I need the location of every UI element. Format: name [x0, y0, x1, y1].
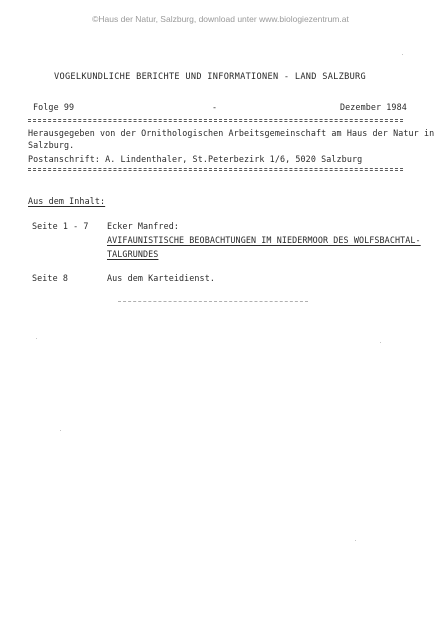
- contents-heading: Aus dem Inhalt:: [28, 196, 106, 206]
- toc-entry-page: Seite 1 - 7: [32, 221, 89, 231]
- scan-speck: [36, 338, 37, 339]
- toc-entry-author: Ecker Manfred:: [107, 221, 179, 231]
- postal-address: Postanschrift: A. Lindenthaler, St.Peterbezirk 1/6, 5020 Salzburg: [28, 154, 363, 164]
- issue-separator: -: [212, 102, 218, 112]
- faint-dashed-line: [118, 301, 308, 302]
- issue-number: Folge 99: [33, 102, 75, 112]
- publisher-city: Salzburg.: [28, 140, 75, 150]
- issue-date: Dezember 1984: [340, 102, 407, 112]
- scan-speck: [60, 430, 61, 431]
- journal-title: VOGELKUNDLICHE BERICHTE UND INFORMATIONEN - LAND SALZBURG: [54, 72, 367, 82]
- scan-speck: [402, 54, 403, 55]
- double-rule-bottom: [28, 168, 403, 171]
- publisher-line: Herausgegeben von der Ornithologischen Arbeitsgemeinschaft am Haus der Natur in: [28, 128, 435, 138]
- scan-speck: [355, 540, 356, 541]
- toc-entry-page: Seite 8: [32, 273, 68, 283]
- double-rule-top: [28, 119, 403, 122]
- toc-entry-title: AVIFAUNISTISCHE BEOBACHTUNGEN IM NIEDERMOOR DES WOLFSBACHTAL-: [107, 235, 421, 245]
- toc-entry-title: Aus dem Karteidienst.: [107, 273, 215, 283]
- toc-entry-title-continued: TALGRUNDES: [107, 249, 159, 259]
- scan-speck: [380, 342, 381, 343]
- watermark: ©Haus der Natur, Salzburg, download unter www.biologiezentrum.at: [92, 14, 349, 24]
